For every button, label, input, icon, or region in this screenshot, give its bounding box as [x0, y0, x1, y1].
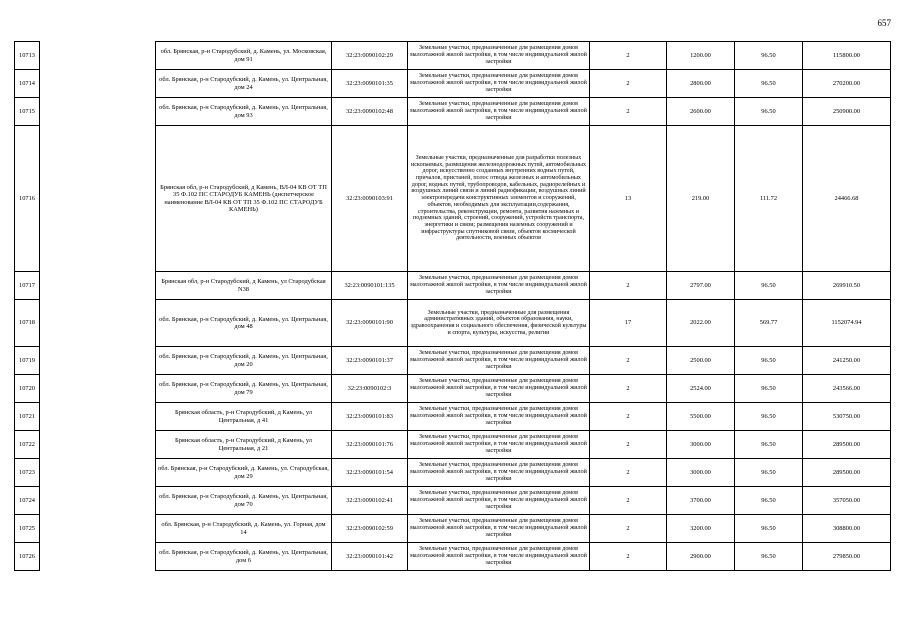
- cadastral-value-cell: 279850.00: [803, 543, 891, 571]
- area-cell: 3000.00: [667, 459, 735, 487]
- spacer-cell: [40, 126, 156, 272]
- cadastral-value-table: [14, 41, 891, 571]
- table-body: [15, 42, 891, 571]
- area-cell: 1200.00: [667, 42, 735, 70]
- area-cell: 3700.00: [667, 487, 735, 515]
- spacer-cell: [40, 347, 156, 375]
- use-group-cell: 2: [590, 42, 667, 70]
- cadastral-value-cell: 1152074.94: [803, 300, 891, 347]
- row-number-cell: 10715: [15, 98, 40, 126]
- spacer-cell: [40, 272, 156, 300]
- cadastral-number-cell: 32:23:0090101:135: [332, 272, 408, 300]
- address-cell: обл. Брянская, р-н Стародубский, д. Камень, ул. Стародубская, дом 29: [156, 459, 332, 487]
- cadastral-value-cell: 243566.00: [803, 375, 891, 403]
- table-row: [15, 543, 891, 571]
- table-row: [15, 487, 891, 515]
- row-number-cell: 10718: [15, 300, 40, 347]
- cadastral-number-cell: 32:23:0090103:91: [332, 126, 408, 272]
- row-number-cell: 10721: [15, 403, 40, 431]
- spacer-cell: [40, 515, 156, 543]
- specific-value-cell: 96.50: [735, 272, 803, 300]
- table-row: [15, 126, 891, 272]
- land-use-purpose-cell: Земельные участки, предназначенные для размещения домов малоэтажной жилой застройки, в том числе индивидуальной жилой застройки: [408, 98, 590, 126]
- table-row: [15, 42, 891, 70]
- cadastral-value-cell: 269910.50: [803, 272, 891, 300]
- use-group-cell: 2: [590, 403, 667, 431]
- table-row: [15, 375, 891, 403]
- specific-value-cell: 96.50: [735, 543, 803, 571]
- row-number-cell: 10719: [15, 347, 40, 375]
- address-cell: обл. Брянская, р-н Стародубский, д. Камень, ул. Центральная, дом 48: [156, 300, 332, 347]
- area-cell: 219.00: [667, 126, 735, 272]
- area-cell: 2524.00: [667, 375, 735, 403]
- specific-value-cell: 96.50: [735, 70, 803, 98]
- address-cell: обл. Брянская, р-н Стародубский, д. Камень, ул. Центральная, дом 79: [156, 375, 332, 403]
- cadastral-number-cell: 32:23:0090102:29: [332, 42, 408, 70]
- cadastral-value-cell: 357050.00: [803, 487, 891, 515]
- cadastral-number-cell: 32:23:0090101:37: [332, 347, 408, 375]
- land-use-purpose-cell: Земельные участки, предназначенные для размещения домов малоэтажной жилой застройки, в том числе индивидуальной жилой застройки: [408, 70, 590, 98]
- table-row: [15, 515, 891, 543]
- page-number: 657: [877, 18, 891, 28]
- land-use-purpose-cell: Земельные участки, предназначенные для размещения домов малоэтажной жилой застройки, в том числе индивидуальной жилой застройки: [408, 487, 590, 515]
- land-use-purpose-cell: Земельные участки, предназначенные для размещения домов малоэтажной жилой застройки, в том числе индивидуальной жилой застройки: [408, 459, 590, 487]
- cadastral-value-cell: 250900.00: [803, 98, 891, 126]
- use-group-cell: 2: [590, 347, 667, 375]
- address-cell: Брянская обл, р-н Стародубский, д Камень, ул Стародубская N38: [156, 272, 332, 300]
- cadastral-value-cell: 24466.68: [803, 126, 891, 272]
- specific-value-cell: 96.50: [735, 403, 803, 431]
- address-cell: обл. Брянская, р-н Стародубский, д. Камень, ул. Центральная, дом 93: [156, 98, 332, 126]
- use-group-cell: 2: [590, 459, 667, 487]
- cadastral-value-cell: 289500.00: [803, 459, 891, 487]
- row-number-cell: 10720: [15, 375, 40, 403]
- cadastral-value-cell: 270200.00: [803, 70, 891, 98]
- address-cell: обл. Брянская, р-н Стародубский, д. Камень, ул. Горная, дом 14: [156, 515, 332, 543]
- use-group-cell: 2: [590, 272, 667, 300]
- address-cell: Брянская обл, р-н Стародубский, д Камень, ВЛ-04 КВ ОТ ТП 35 Ф.102 ПС СТАРОДУБ КАМЕНЬ (диспетчерское наименование ВЛ-04 КВ ОТ ТП 35 Ф.102 ПС СТАРОДУБ КАМЕНЬ): [156, 126, 332, 272]
- cadastral-number-cell: 32:23:0090102:41: [332, 487, 408, 515]
- area-cell: 2800.00: [667, 70, 735, 98]
- address-cell: обл. Брянская, р-н Стародубский, д. Камень, ул. Центральная, дом 6: [156, 543, 332, 571]
- land-use-purpose-cell: Земельные участки, предназначенные для размещения домов малоэтажной жилой застройки, в том числе индивидуальной жилой застройки: [408, 403, 590, 431]
- cadastral-number-cell: 32:23:0090101:76: [332, 431, 408, 459]
- specific-value-cell: 96.50: [735, 98, 803, 126]
- table-row: [15, 431, 891, 459]
- specific-value-cell: 111.72: [735, 126, 803, 272]
- table-row: [15, 70, 891, 98]
- land-use-purpose-cell: Земельные участки, предназначенные для размещения домов малоэтажной жилой застройки, в том числе индивидуальной жилой застройки: [408, 431, 590, 459]
- specific-value-cell: 96.50: [735, 515, 803, 543]
- address-cell: обл. Брянская, р-н Стародубский, д. Камень, ул. Московская, дом 91: [156, 42, 332, 70]
- cadastral-number-cell: 32:23:0090101:35: [332, 70, 408, 98]
- cadastral-number-cell: 32:23:0090102:3: [332, 375, 408, 403]
- cadastral-value-cell: 530750.00: [803, 403, 891, 431]
- cadastral-number-cell: 32:23:0090101:54: [332, 459, 408, 487]
- table-row: [15, 459, 891, 487]
- land-use-purpose-cell: Земельные участки, предназначенные для разработки полезных ископаемых, размещения железнодорожных путей, автомобильных дорог, искусственно созданных внутренних водных путей, причалов, пристаней, полос отвода железных и автомобильных дорог, водных путей, трубопроводов, кабельных, радиорелейных и воздушных линий связи и линий радиофикации, воздушных линий электропередачи конструктивных элементов и сооружений, объектов, необходимых для эксплуатации,содержания, строительства, реконструкции, ремонта, развития наземных и подземных зданий, строений, сооружений, устройств транспорта, энергетики и связи; размещения наземных сооружений и инфраструктуры спутниковой связи, объектов космической деятельности, военных объектов: [408, 126, 590, 272]
- cadastral-number-cell: 32:23:0090101:42: [332, 543, 408, 571]
- specific-value-cell: 96.50: [735, 42, 803, 70]
- spacer-cell: [40, 403, 156, 431]
- spacer-cell: [40, 487, 156, 515]
- row-number-cell: 10724: [15, 487, 40, 515]
- table-row: [15, 98, 891, 126]
- specific-value-cell: 96.50: [735, 487, 803, 515]
- land-use-purpose-cell: Земельные участки, предназначенные для размещения домов малоэтажной жилой застройки, в том числе индивидуальной жилой застройки: [408, 42, 590, 70]
- area-cell: 2600.00: [667, 98, 735, 126]
- spacer-cell: [40, 543, 156, 571]
- area-cell: 2797.00: [667, 272, 735, 300]
- specific-value-cell: 96.50: [735, 431, 803, 459]
- cadastral-number-cell: 32:23:0090102:48: [332, 98, 408, 126]
- specific-value-cell: 96.50: [735, 375, 803, 403]
- cadastral-number-cell: 32:23:0090101:90: [332, 300, 408, 347]
- use-group-cell: 17: [590, 300, 667, 347]
- row-number-cell: 10714: [15, 70, 40, 98]
- use-group-cell: 2: [590, 515, 667, 543]
- address-cell: Брянская область, р-н Стародубский, д Камень, ул Центральная, д 21: [156, 431, 332, 459]
- use-group-cell: 2: [590, 487, 667, 515]
- spacer-cell: [40, 300, 156, 347]
- spacer-cell: [40, 431, 156, 459]
- area-cell: 2022.00: [667, 300, 735, 347]
- row-number-cell: 10722: [15, 431, 40, 459]
- row-number-cell: 10725: [15, 515, 40, 543]
- spacer-cell: [40, 42, 156, 70]
- land-use-purpose-cell: Земельные участки, предназначенные для размещения домов малоэтажной жилой застройки, в том числе индивидуальной жилой застройки: [408, 347, 590, 375]
- table-row: [15, 403, 891, 431]
- specific-value-cell: 569.77: [735, 300, 803, 347]
- cadastral-value-cell: 308800.00: [803, 515, 891, 543]
- address-cell: обл. Брянская, р-н Стародубский, д. Камень, ул. Центральная, дом 24: [156, 70, 332, 98]
- use-group-cell: 2: [590, 98, 667, 126]
- row-number-cell: 10723: [15, 459, 40, 487]
- cadastral-value-cell: 289500.00: [803, 431, 891, 459]
- spacer-cell: [40, 375, 156, 403]
- use-group-cell: 2: [590, 431, 667, 459]
- use-group-cell: 13: [590, 126, 667, 272]
- row-number-cell: 10717: [15, 272, 40, 300]
- cadastral-value-cell: 115800.00: [803, 42, 891, 70]
- address-cell: обл. Брянская, р-н Стародубский, д. Камень, ул. Центральная, дом 70: [156, 487, 332, 515]
- table-row: [15, 347, 891, 375]
- row-number-cell: 10716: [15, 126, 40, 272]
- cadastral-number-cell: 32:23:0090101:83: [332, 403, 408, 431]
- address-cell: обл. Брянская, р-н Стародубский, д. Камень, ул. Центральная, дом 20: [156, 347, 332, 375]
- cadastral-number-cell: 32:23:0090102:59: [332, 515, 408, 543]
- address-cell: Брянская область, р-н Стародубский, д Камень, ул Центральная, д 41: [156, 403, 332, 431]
- land-use-purpose-cell: Земельные участки, предназначенные для размещения домов малоэтажной жилой застройки, в том числе индивидуальной жилой застройки: [408, 375, 590, 403]
- row-number-cell: 10713: [15, 42, 40, 70]
- area-cell: 3200.00: [667, 515, 735, 543]
- table-row: [15, 300, 891, 347]
- spacer-cell: [40, 98, 156, 126]
- specific-value-cell: 96.50: [735, 459, 803, 487]
- table-row: [15, 272, 891, 300]
- use-group-cell: 2: [590, 375, 667, 403]
- use-group-cell: 2: [590, 543, 667, 571]
- specific-value-cell: 96.50: [735, 347, 803, 375]
- land-use-purpose-cell: Земельные участки, предназначенные для размещения домов малоэтажной жилой застройки, в том числе индивидуальной жилой застройки: [408, 543, 590, 571]
- area-cell: 3000.00: [667, 431, 735, 459]
- spacer-cell: [40, 70, 156, 98]
- use-group-cell: 2: [590, 70, 667, 98]
- area-cell: 2900.00: [667, 543, 735, 571]
- cadastral-value-cell: 241250.00: [803, 347, 891, 375]
- spacer-cell: [40, 459, 156, 487]
- area-cell: 2500.00: [667, 347, 735, 375]
- land-use-purpose-cell: Земельные участки, предназначенные для размещения административных зданий, объектов образования, науки, здравоохранения и социального обеспечения, физической культуры и спорта, культуры, искусства, религии: [408, 300, 590, 347]
- land-use-purpose-cell: Земельные участки, предназначенные для размещения домов малоэтажной жилой застройки, в том числе индивидуальной жилой застройки: [408, 515, 590, 543]
- land-use-purpose-cell: Земельные участки, предназначенные для размещения домов малоэтажной жилой застройки, в том числе индивидуальной жилой застройки: [408, 272, 590, 300]
- area-cell: 5500.00: [667, 403, 735, 431]
- row-number-cell: 10726: [15, 543, 40, 571]
